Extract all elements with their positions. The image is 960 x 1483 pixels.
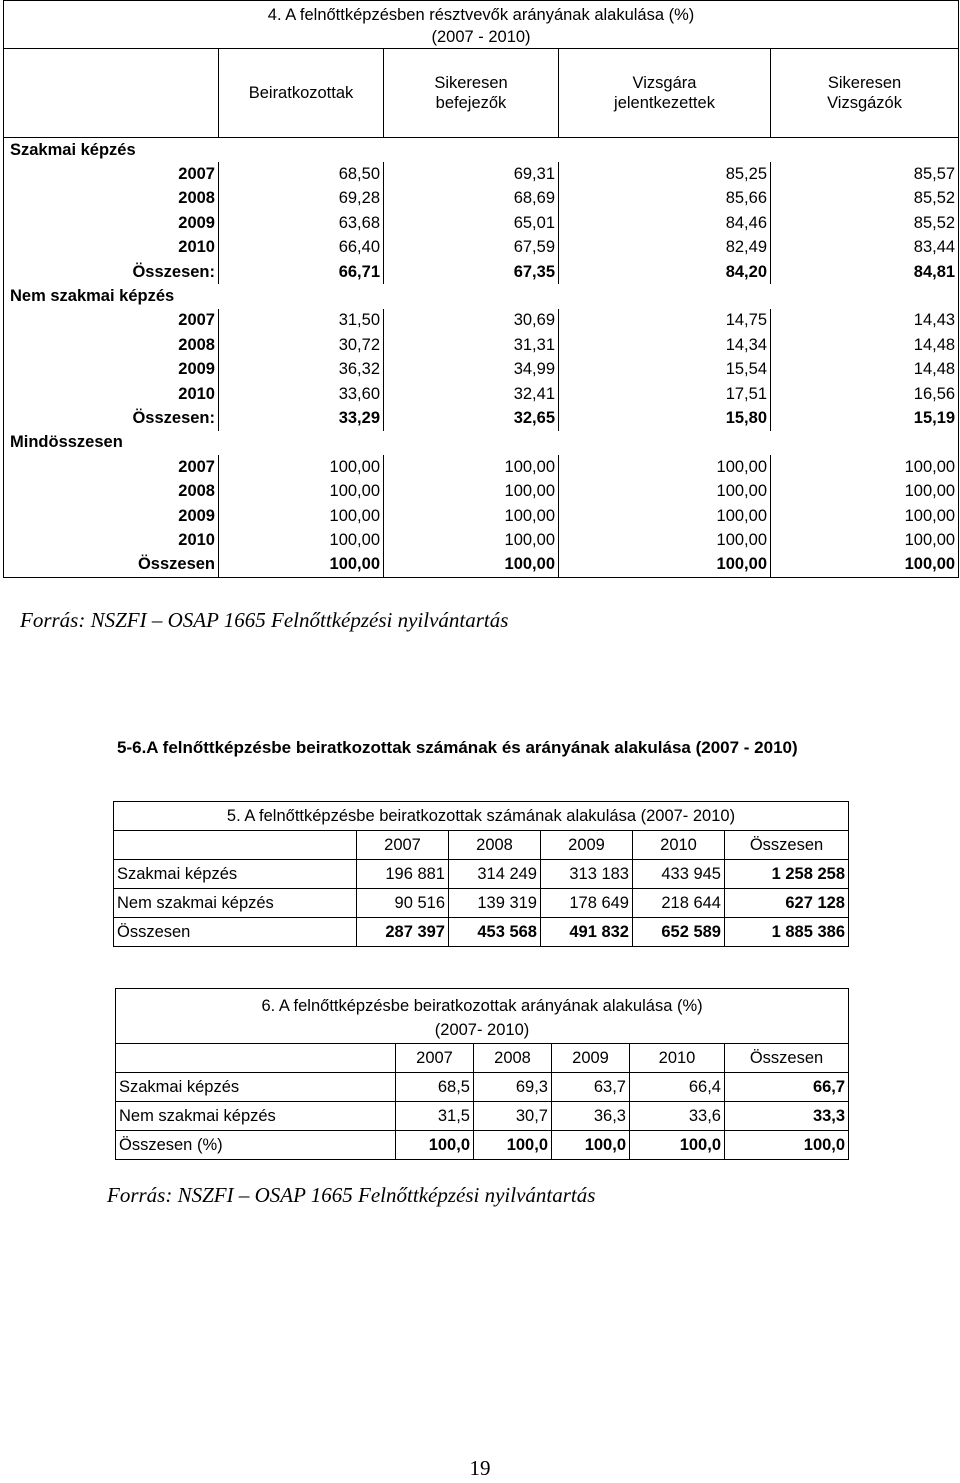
table4-cell: 31,50 (219, 309, 384, 333)
table4-cell: 100,00 (384, 479, 559, 503)
table4-row-label: Összesen: (4, 406, 219, 430)
table4-cell: 100,00 (384, 528, 559, 552)
table4-total-row (4, 406, 959, 430)
table5-cell: 433 945 (633, 860, 725, 889)
table5-cell: 90 516 (357, 889, 449, 918)
table6-title-line1: 6. A felnőttképzésbe beiratkozottak arányának alakulása (%) (261, 997, 703, 1015)
table4-section-label: Szakmai képzés (4, 138, 959, 163)
table5-body (114, 860, 849, 947)
table4-title-line1: 4. A felnőttképzésben résztvevők arányának alakulása (%) (267, 6, 695, 24)
table5-col-header: 2007 (357, 831, 449, 860)
table5-row-label: Nem szakmai képzés (114, 889, 357, 918)
table4-row (4, 479, 959, 503)
table6-cell: 100,0 (630, 1131, 725, 1160)
table4-cell: 14,48 (771, 333, 959, 357)
table4-cell: 15,19 (771, 406, 959, 430)
table4-row (4, 162, 959, 186)
source-note: Forrás: NSZFI – OSAP 1665 Felnőttképzési nyilvántartás (107, 1183, 596, 1207)
table4-cell: 100,00 (219, 504, 384, 528)
table6-col-header: 2008 (474, 1044, 552, 1073)
table6-col-header: 2010 (630, 1044, 725, 1073)
table4-cell: 85,25 (559, 162, 771, 186)
table4-cell: 100,00 (771, 455, 959, 479)
table4-section-row (4, 284, 959, 308)
table6-cell: 36,3 (552, 1102, 630, 1131)
table6-corner (116, 1044, 396, 1073)
table4-cell: 100,00 (559, 455, 771, 479)
table4-header-text: Sikeresen befejezők (434, 74, 508, 112)
table4-cell: 100,00 (559, 504, 771, 528)
table6-cell: 66,4 (630, 1073, 725, 1102)
table4-corner (4, 49, 219, 138)
table6-cell: 100,0 (725, 1131, 849, 1160)
table4-row-label: 2009 (4, 358, 219, 382)
table4-row-label: 2008 (4, 187, 219, 211)
table4-cell: 100,00 (384, 455, 559, 479)
table4-cell: 15,80 (559, 406, 771, 430)
table4-cell: 33,29 (219, 406, 384, 430)
table5-col-header: 2008 (449, 831, 541, 860)
table4-header-text: Sikeresen Vizsgázók (827, 74, 902, 112)
table4-cell: 32,41 (384, 382, 559, 406)
table6-row (116, 1102, 849, 1131)
table4-cell: 69,31 (384, 162, 559, 186)
table6-cell: 33,6 (630, 1102, 725, 1131)
table4-cell: 84,81 (771, 260, 959, 284)
table5-cell: 652 589 (633, 918, 725, 947)
table5-cell: 287 397 (357, 918, 449, 947)
enrollment-count-table (113, 801, 849, 947)
table4-cell: 15,54 (559, 358, 771, 382)
table4-cell: 82,49 (559, 236, 771, 260)
table4-cell: 66,71 (219, 260, 384, 284)
table5-col-header: Összesen (725, 831, 849, 860)
table4-cell: 100,00 (771, 504, 959, 528)
table4-title-line2: (2007 - 2010) (431, 28, 531, 46)
table6-cell: 100,0 (552, 1131, 630, 1160)
table4-cell: 100,00 (771, 479, 959, 503)
table4-cell: 100,00 (219, 455, 384, 479)
table4-cell: 84,46 (559, 211, 771, 235)
table4-row (4, 236, 959, 260)
table6-cell: 69,3 (474, 1073, 552, 1102)
table6-row-label: Nem szakmai képzés (116, 1102, 396, 1131)
table4-cell: 63,68 (219, 211, 384, 235)
table4-cell: 85,57 (771, 162, 959, 186)
table4-total-row (4, 260, 959, 284)
table4-row-label: 2009 (4, 211, 219, 235)
table5-row-label: Összesen (114, 918, 357, 947)
table6-row-label: Összesen (%) (116, 1131, 396, 1160)
table4-cell: 84,20 (559, 260, 771, 284)
table4-cell: 85,52 (771, 211, 959, 235)
table4-row (4, 382, 959, 406)
table4-cell: 33,60 (219, 382, 384, 406)
table4-title (4, 1, 959, 49)
table4-row-label: 2007 (4, 162, 219, 186)
table4-row-label: 2010 (4, 382, 219, 406)
table4-cell: 100,00 (219, 479, 384, 503)
table4-header (771, 49, 959, 138)
table6-cell: 31,5 (396, 1102, 474, 1131)
table5-cell: 491 832 (541, 918, 633, 947)
table5-cell: 196 881 (357, 860, 449, 889)
table5-row (114, 918, 849, 947)
table6-cell: 33,3 (725, 1102, 849, 1131)
table4-cell: 85,52 (771, 187, 959, 211)
table4-cell: 68,69 (384, 187, 559, 211)
table4-cell: 100,00 (771, 528, 959, 552)
table4-section-label: Mindösszesen (4, 431, 959, 455)
table4-cell: 16,56 (771, 382, 959, 406)
table5-col-header: 2009 (541, 831, 633, 860)
table4-section-row (4, 431, 959, 455)
table4-row-label: 2008 (4, 479, 219, 503)
table6-cell: 100,0 (396, 1131, 474, 1160)
table6-title-line2: (2007- 2010) (434, 1021, 530, 1039)
table6-title (116, 989, 849, 1044)
table6-body (116, 1073, 849, 1160)
table4-cell: 66,40 (219, 236, 384, 260)
table4-cell: 68,50 (219, 162, 384, 186)
table4-cell: 100,00 (771, 553, 959, 578)
table5-cell: 627 128 (725, 889, 849, 918)
table4-cell: 14,48 (771, 358, 959, 382)
table4-row-label: 2010 (4, 236, 219, 260)
table5-corner (114, 831, 357, 860)
table4-header-text: Vizsgára jelentkezettek (614, 74, 715, 112)
table4-cell: 100,00 (384, 553, 559, 578)
table6-col-header: 2009 (552, 1044, 630, 1073)
table4-header: Beiratkozottak (219, 49, 384, 138)
participation-ratio-table (3, 0, 959, 578)
table4-cell: 100,00 (559, 528, 771, 552)
table4-row-label: 2007 (4, 309, 219, 333)
table4-total-row (4, 553, 959, 578)
table5-cell: 1 258 258 (725, 860, 849, 889)
table4-row (4, 333, 959, 357)
table4-row (4, 358, 959, 382)
table6-cell: 100,0 (474, 1131, 552, 1160)
table4-section-label: Nem szakmai képzés (4, 284, 959, 308)
table4-row-label: 2010 (4, 528, 219, 552)
table4-cell: 83,44 (771, 236, 959, 260)
table6-row (116, 1073, 849, 1102)
page-number: 19 (469, 1456, 491, 1480)
table4-cell: 14,34 (559, 333, 771, 357)
table4-cell: 69,28 (219, 187, 384, 211)
table4-cell: 36,32 (219, 358, 384, 382)
table4-cell: 100,00 (559, 479, 771, 503)
table4-row (4, 211, 959, 235)
table4-cell: 31,31 (384, 333, 559, 357)
table4-row (4, 528, 959, 552)
table4-cell: 100,00 (384, 504, 559, 528)
table4-cell: 67,35 (384, 260, 559, 284)
source-note: Forrás: NSZFI – OSAP 1665 Felnőttképzési nyilvántartás (20, 608, 509, 632)
table5-row-label: Szakmai képzés (114, 860, 357, 889)
table4-cell: 34,99 (384, 358, 559, 382)
table4-row-label: Összesen: (4, 260, 219, 284)
table4-row-label: 2009 (4, 504, 219, 528)
table4-cell: 30,69 (384, 309, 559, 333)
table4-cell: 32,65 (384, 406, 559, 430)
table5-cell: 139 319 (449, 889, 541, 918)
table4-body (4, 138, 959, 578)
table4-cell: 100,00 (559, 553, 771, 578)
table5-row (114, 860, 849, 889)
table6-cell: 66,7 (725, 1073, 849, 1102)
table4-row (4, 504, 959, 528)
table4-row-label: Összesen (4, 553, 219, 578)
table4-header (559, 49, 771, 138)
enrollment-ratio-table (115, 988, 849, 1160)
table4-cell: 65,01 (384, 211, 559, 235)
table4-row (4, 455, 959, 479)
table4-cell: 67,59 (384, 236, 559, 260)
table4-row (4, 187, 959, 211)
table4-row-label: 2007 (4, 455, 219, 479)
table4-cell: 17,51 (559, 382, 771, 406)
table4-row (4, 309, 959, 333)
table6-cell: 68,5 (396, 1073, 474, 1102)
table4-cell: 30,72 (219, 333, 384, 357)
table6-cell: 30,7 (474, 1102, 552, 1131)
table5-cell: 1 885 386 (725, 918, 849, 947)
table4-row-label: 2008 (4, 333, 219, 357)
table5-cell: 313 183 (541, 860, 633, 889)
table5-cell: 178 649 (541, 889, 633, 918)
table4-cell: 14,43 (771, 309, 959, 333)
table5-cell: 453 568 (449, 918, 541, 947)
table6-cell: 63,7 (552, 1073, 630, 1102)
table6-col-header: Összesen (725, 1044, 849, 1073)
table4-cell: 100,00 (219, 553, 384, 578)
table6-row (116, 1131, 849, 1160)
table5-cell: 314 249 (449, 860, 541, 889)
table4-section-row (4, 138, 959, 163)
table4-cell: 85,66 (559, 187, 771, 211)
table5-cell: 218 644 (633, 889, 725, 918)
table6-row-label: Szakmai képzés (116, 1073, 396, 1102)
table5-col-header: 2010 (633, 831, 725, 860)
section-heading: 5-6.A felnőttképzésbe beiratkozottak számának és arányának alakulása (2007 - 2010) (117, 738, 798, 757)
table4-cell: 100,00 (219, 528, 384, 552)
table4-header (384, 49, 559, 138)
table5-title: 5. A felnőttképzésbe beiratkozottak számának alakulása (2007- 2010) (114, 802, 849, 831)
table5-row (114, 889, 849, 918)
table6-col-header: 2007 (396, 1044, 474, 1073)
table4-cell: 14,75 (559, 309, 771, 333)
